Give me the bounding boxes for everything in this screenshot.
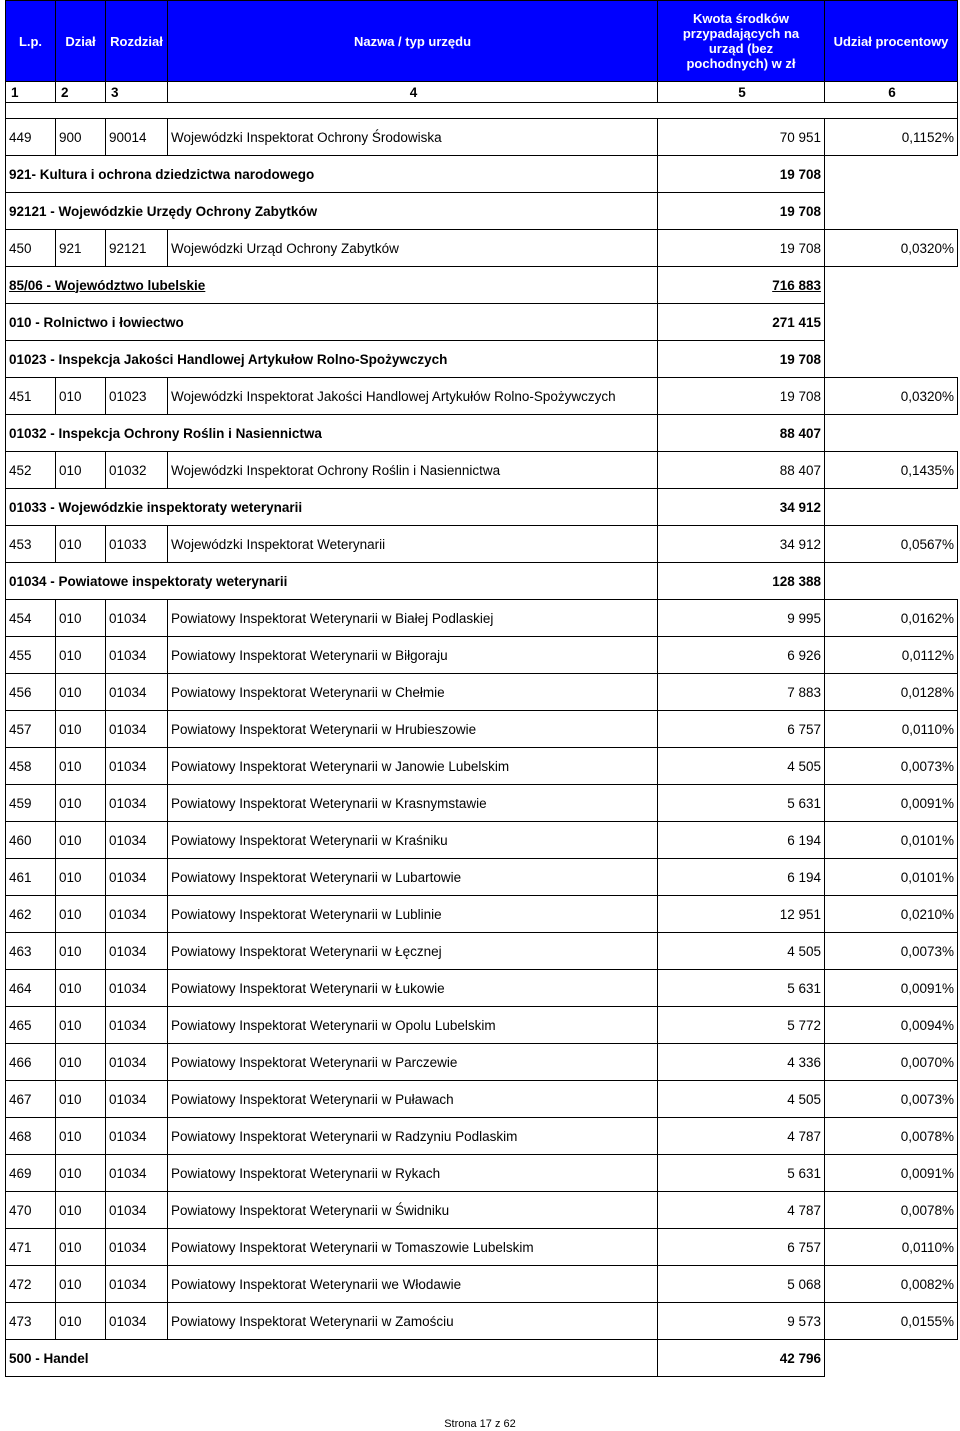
section-kwota: 19 708 [658,156,825,193]
cell-dzial: 010 [56,1155,106,1192]
cell-rozdzial: 01034 [106,896,168,933]
table-row [6,970,958,1007]
col-number: 6 [825,82,958,103]
cell-dzial: 010 [56,674,106,711]
cell-rozdzial: 01034 [106,1229,168,1266]
cell-kwota: 6 757 [658,711,825,748]
cell-udzial: 0,0073% [825,748,958,785]
cell-kwota: 88 407 [658,452,825,489]
cell-rozdzial: 01034 [106,1044,168,1081]
table-row [6,933,958,970]
cell-dzial: 010 [56,711,106,748]
section-label: 01033 - Wojewódzkie inspektoraty weterynarii [6,489,658,526]
cell-kwota: 6 757 [658,1229,825,1266]
col-number: 3 [106,82,168,103]
cell-lp: 468 [6,1118,56,1155]
section-row [6,304,958,341]
table-row [6,452,958,489]
cell-lp: 452 [6,452,56,489]
cell-lp: 457 [6,711,56,748]
cell-kwota: 5 631 [658,785,825,822]
cell-dzial: 010 [56,1118,106,1155]
cell-rozdzial: 01034 [106,1155,168,1192]
section-row [6,1340,958,1377]
cell-udzial: 0,0091% [825,1155,958,1192]
table-row [6,748,958,785]
cell-rozdzial: 01034 [106,1303,168,1340]
section-label: 921- Kultura i ochrona dziedzictwa narodowego [6,156,658,193]
cell-udzial: 0,1152% [825,119,958,156]
section-kwota: 88 407 [658,415,825,452]
cell-rozdzial: 01034 [106,1081,168,1118]
table-row [6,674,958,711]
cell-kwota: 5 631 [658,1155,825,1192]
table-row [6,1192,958,1229]
table-row [6,822,958,859]
cell-udzial: 0,0078% [825,1118,958,1155]
cell-nazwa: Wojewódzki Inspektorat Weterynarii [168,526,658,563]
section-row [6,267,958,304]
table-row [6,230,958,267]
cell-udzial: 0,0567% [825,526,958,563]
cell-udzial: 0,0101% [825,859,958,896]
section-row [6,341,958,378]
column-number-row [6,82,958,103]
cell-dzial: 010 [56,1229,106,1266]
section-empty [825,267,958,304]
cell-lp: 458 [6,748,56,785]
section-row [6,489,958,526]
cell-lp: 460 [6,822,56,859]
cell-lp: 451 [6,378,56,415]
table-row [6,859,958,896]
cell-rozdzial: 01033 [106,526,168,563]
section-kwota: 716 883 [658,267,825,304]
cell-udzial: 0,0094% [825,1007,958,1044]
section-row [6,156,958,193]
cell-rozdzial: 01034 [106,859,168,896]
cell-kwota: 5 631 [658,970,825,1007]
table-row [6,1303,958,1340]
cell-kwota: 4 505 [658,748,825,785]
cell-lp: 471 [6,1229,56,1266]
cell-rozdzial: 01034 [106,1118,168,1155]
table-body [6,103,958,1377]
table-row [6,119,958,156]
cell-rozdzial: 01034 [106,1007,168,1044]
cell-nazwa: Powiatowy Inspektorat Weterynarii w Rykach [168,1155,658,1192]
cell-dzial: 010 [56,859,106,896]
cell-lp: 456 [6,674,56,711]
cell-lp: 461 [6,859,56,896]
cell-nazwa: Powiatowy Inspektorat Weterynarii w Hrubieszowie [168,711,658,748]
cell-rozdzial: 01034 [106,674,168,711]
cell-nazwa: Powiatowy Inspektorat Weterynarii w Łęcznej [168,933,658,970]
cell-udzial: 0,0210% [825,896,958,933]
cell-lp: 455 [6,637,56,674]
table-row [6,1007,958,1044]
section-kwota: 42 796 [658,1340,825,1377]
cell-rozdzial: 01034 [106,600,168,637]
table-row [6,378,958,415]
cell-kwota: 9 573 [658,1303,825,1340]
table-row [6,711,958,748]
table-row [6,637,958,674]
cell-dzial: 010 [56,637,106,674]
cell-kwota: 70 951 [658,119,825,156]
cell-dzial: 010 [56,1303,106,1340]
header-row [6,1,958,82]
cell-nazwa: Powiatowy Inspektorat Weterynarii w Białej Podlaskiej [168,600,658,637]
cell-rozdzial: 01034 [106,1192,168,1229]
cell-kwota: 19 708 [658,378,825,415]
cell-nazwa: Powiatowy Inspektorat Weterynarii w Lublinie [168,896,658,933]
cell-kwota: 6 194 [658,859,825,896]
cell-udzial: 0,0101% [825,822,958,859]
table-row [6,1044,958,1081]
cell-lp: 459 [6,785,56,822]
section-label: 01023 - Inspekcja Jakości Handlowej Artykułow Rolno-Spożywczych [6,341,658,378]
cell-udzial: 0,0073% [825,933,958,970]
cell-nazwa: Wojewódzki Urząd Ochrony Zabytków [168,230,658,267]
cell-nazwa: Powiatowy Inspektorat Weterynarii w Krasnymstawie [168,785,658,822]
cell-nazwa: Powiatowy Inspektorat Weterynarii we Włodawie [168,1266,658,1303]
cell-kwota: 7 883 [658,674,825,711]
cell-nazwa: Powiatowy Inspektorat Weterynarii w Lubartowie [168,859,658,896]
section-kwota: 34 912 [658,489,825,526]
cell-rozdzial: 01034 [106,711,168,748]
cell-dzial: 010 [56,933,106,970]
header-nazwa: Nazwa / typ urzędu [168,1,658,82]
spacer-row [6,103,958,119]
cell-kwota: 4 787 [658,1118,825,1155]
cell-rozdzial: 01032 [106,452,168,489]
header-rozdzial: Rozdział [106,1,168,82]
cell-rozdzial: 01034 [106,785,168,822]
budget-table [5,0,958,1377]
cell-dzial: 010 [56,1081,106,1118]
col-number: 2 [56,82,106,103]
col-number: 1 [6,82,56,103]
header-dzial: Dział [56,1,106,82]
cell-kwota: 4 505 [658,933,825,970]
table-row [6,600,958,637]
cell-kwota: 6 926 [658,637,825,674]
page-footer: Strona 17 z 62 [444,1418,516,1430]
cell-udzial: 0,0078% [825,1192,958,1229]
section-kwota: 19 708 [658,341,825,378]
section-label: 01032 - Inspekcja Ochrony Roślin i Nasiennictwa [6,415,658,452]
cell-nazwa: Powiatowy Inspektorat Weterynarii w Tomaszowie Lubelskim [168,1229,658,1266]
table-row [6,526,958,563]
cell-lp: 467 [6,1081,56,1118]
section-empty [825,563,958,600]
cell-nazwa: Powiatowy Inspektorat Weterynarii w Świdniku [168,1192,658,1229]
section-kwota: 271 415 [658,304,825,341]
cell-lp: 453 [6,526,56,563]
cell-nazwa: Powiatowy Inspektorat Weterynarii w Opolu Lubelskim [168,1007,658,1044]
section-empty [825,489,958,526]
cell-dzial: 010 [56,1044,106,1081]
cell-dzial: 010 [56,526,106,563]
cell-udzial: 0,0073% [825,1081,958,1118]
cell-udzial: 0,0162% [825,600,958,637]
section-row [6,415,958,452]
cell-nazwa: Wojewódzki Inspektorat Jakości Handlowej Artykułów Rolno-Spożywczych [168,378,658,415]
cell-rozdzial: 01034 [106,822,168,859]
section-empty [825,193,958,230]
cell-lp: 463 [6,933,56,970]
cell-udzial: 0,0155% [825,1303,958,1340]
cell-nazwa: Powiatowy Inspektorat Weterynarii w Janowie Lubelskim [168,748,658,785]
section-empty [825,415,958,452]
cell-udzial: 0,0070% [825,1044,958,1081]
cell-lp: 449 [6,119,56,156]
col-number: 5 [658,82,825,103]
cell-lp: 454 [6,600,56,637]
table-row [6,1266,958,1303]
cell-lp: 472 [6,1266,56,1303]
cell-lp: 466 [6,1044,56,1081]
cell-dzial: 010 [56,970,106,1007]
cell-kwota: 19 708 [658,230,825,267]
cell-lp: 450 [6,230,56,267]
cell-lp: 465 [6,1007,56,1044]
cell-dzial: 010 [56,1192,106,1229]
cell-rozdzial: 01034 [106,1266,168,1303]
table-row [6,1229,958,1266]
section-empty [825,341,958,378]
section-empty [825,304,958,341]
section-label: 85/06 - Województwo lubelskie [6,267,658,304]
cell-dzial: 010 [56,1007,106,1044]
cell-dzial: 010 [56,896,106,933]
cell-dzial: 010 [56,600,106,637]
cell-udzial: 0,0091% [825,970,958,1007]
cell-udzial: 0,0091% [825,785,958,822]
cell-kwota: 5 772 [658,1007,825,1044]
cell-kwota: 4 787 [658,1192,825,1229]
section-kwota: 128 388 [658,563,825,600]
table-row [6,896,958,933]
cell-rozdzial: 92121 [106,230,168,267]
cell-kwota: 5 068 [658,1266,825,1303]
cell-udzial: 0,0112% [825,637,958,674]
cell-dzial: 010 [56,785,106,822]
cell-dzial: 010 [56,378,106,415]
cell-rozdzial: 01034 [106,748,168,785]
section-empty [825,1340,958,1377]
cell-lp: 473 [6,1303,56,1340]
cell-nazwa: Wojewódzki Inspektorat Ochrony Środowiska [168,119,658,156]
cell-udzial: 0,0110% [825,1229,958,1266]
section-row [6,193,958,230]
section-label: 01034 - Powiatowe inspektoraty weterynarii [6,563,658,600]
cell-nazwa: Powiatowy Inspektorat Weterynarii w Puławach [168,1081,658,1118]
cell-rozdzial: 01023 [106,378,168,415]
cell-kwota: 4 336 [658,1044,825,1081]
cell-lp: 470 [6,1192,56,1229]
cell-nazwa: Wojewódzki Inspektorat Ochrony Roślin i Nasiennictwa [168,452,658,489]
cell-udzial: 0,0128% [825,674,958,711]
section-label: 010 - Rolnictwo i łowiectwo [6,304,658,341]
cell-kwota: 12 951 [658,896,825,933]
section-kwota: 19 708 [658,193,825,230]
cell-nazwa: Powiatowy Inspektorat Weterynarii w Biłgoraju [168,637,658,674]
cell-udzial: 0,1435% [825,452,958,489]
cell-dzial: 010 [56,1266,106,1303]
table-row [6,1155,958,1192]
col-number: 4 [168,82,658,103]
cell-kwota: 9 995 [658,600,825,637]
cell-udzial: 0,0320% [825,378,958,415]
cell-nazwa: Powiatowy Inspektorat Weterynarii w Łukowie [168,970,658,1007]
cell-nazwa: Powiatowy Inspektorat Weterynarii w Kraśniku [168,822,658,859]
header-kwota: Kwota środków przypadających na urząd (bez pochodnych) w zł [658,1,825,82]
cell-rozdzial: 90014 [106,119,168,156]
cell-kwota: 34 912 [658,526,825,563]
cell-udzial: 0,0320% [825,230,958,267]
section-label: 92121 - Wojewódzkie Urzędy Ochrony Zabytków [6,193,658,230]
cell-udzial: 0,0082% [825,1266,958,1303]
cell-udzial: 0,0110% [825,711,958,748]
cell-lp: 462 [6,896,56,933]
cell-lp: 469 [6,1155,56,1192]
cell-dzial: 010 [56,452,106,489]
section-row [6,563,958,600]
section-label: 500 - Handel [6,1340,658,1377]
cell-dzial: 010 [56,822,106,859]
table-row [6,1081,958,1118]
header-lp: L.p. [6,1,56,82]
cell-dzial: 900 [56,119,106,156]
section-empty [825,156,958,193]
cell-nazwa: Powiatowy Inspektorat Weterynarii w Parczewie [168,1044,658,1081]
cell-rozdzial: 01034 [106,970,168,1007]
cell-kwota: 4 505 [658,1081,825,1118]
cell-dzial: 010 [56,748,106,785]
cell-nazwa: Powiatowy Inspektorat Weterynarii w Zamościu [168,1303,658,1340]
table-row [6,1118,958,1155]
cell-dzial: 921 [56,230,106,267]
cell-rozdzial: 01034 [106,637,168,674]
header-udzial: Udział procentowy [825,1,958,82]
cell-kwota: 6 194 [658,822,825,859]
cell-rozdzial: 01034 [106,933,168,970]
cell-nazwa: Powiatowy Inspektorat Weterynarii w Radzyniu Podlaskim [168,1118,658,1155]
cell-nazwa: Powiatowy Inspektorat Weterynarii w Chełmie [168,674,658,711]
cell-lp: 464 [6,970,56,1007]
table-row [6,785,958,822]
